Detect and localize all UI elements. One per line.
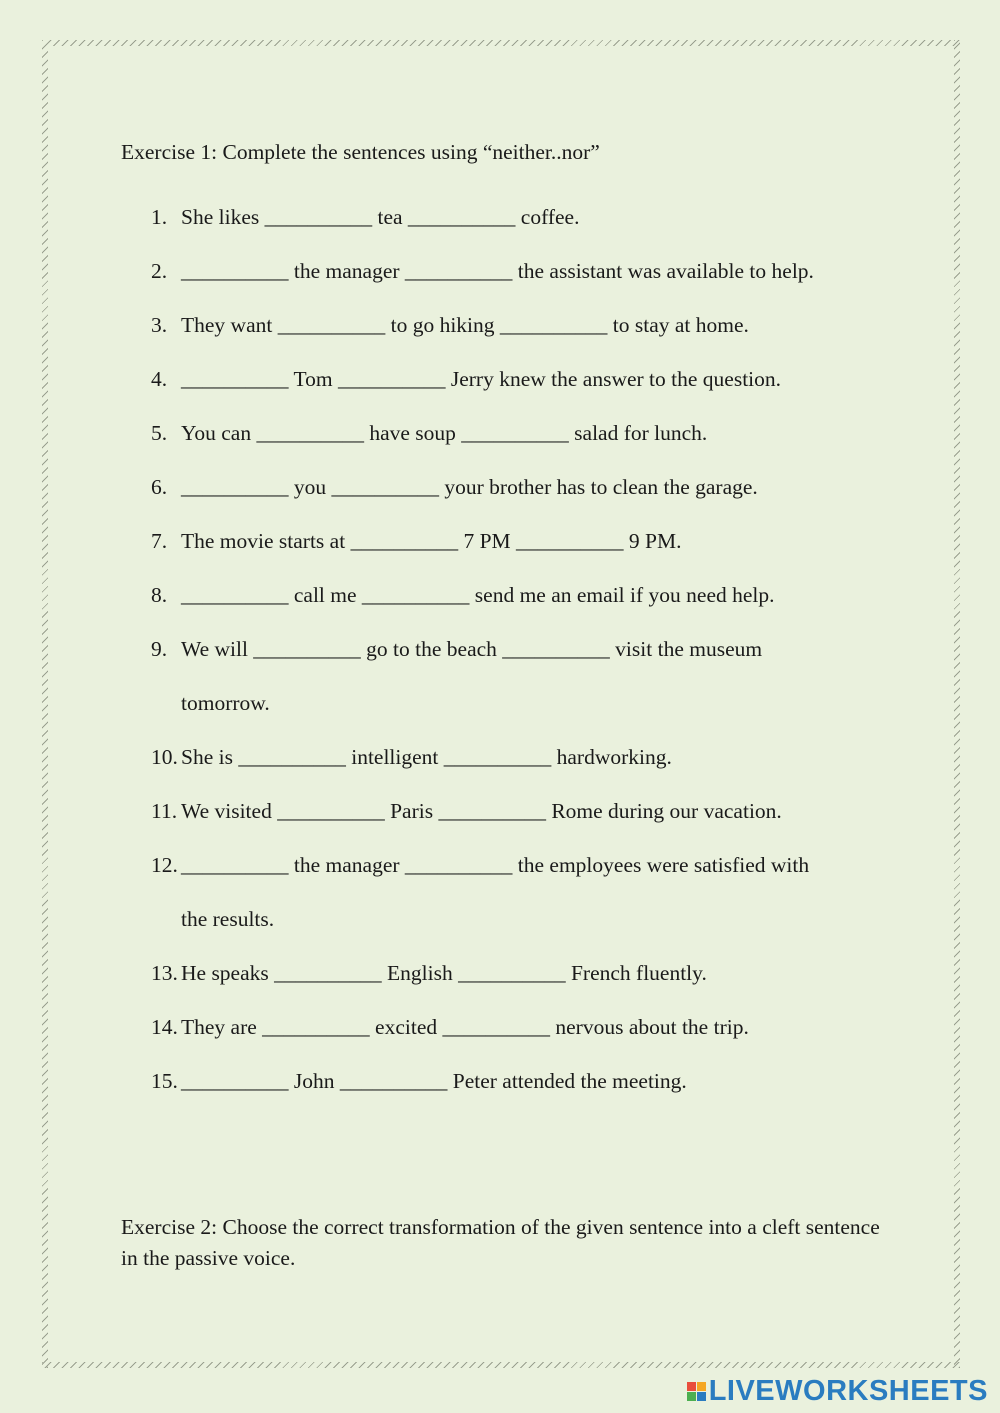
item-number: 3. [151,313,168,337]
item-number: 15. [151,1069,178,1093]
border-bottom [42,1362,960,1368]
item-sentence: You can __________ have soup __________ salad for lunch. [181,421,708,445]
list-item [151,460,911,514]
logo-block [687,1392,696,1401]
list-item [151,838,911,946]
list-item [151,406,911,460]
border-right [954,40,960,1368]
item-sentence: They are __________ excited __________ nervous about the trip. [181,1015,749,1039]
logo-block [697,1392,706,1401]
list-item [151,730,911,784]
item-sentence: She likes __________ tea __________ coffee. [181,205,580,229]
item-sentence-continuation: the results. [181,907,275,931]
exercise-2-heading: Exercise 2: Choose the correct transformation of the given sentence into a cleft sentence in the passive voice. [121,1215,880,1270]
item-number: 11. [151,799,178,823]
list-item [151,244,911,298]
item-number: 8. [151,583,168,607]
border-top [42,40,960,46]
item-number: 7. [151,529,168,553]
list-item [151,352,911,406]
list-item [151,568,911,622]
list-item [151,784,911,838]
item-sentence: He speaks __________ English __________ French fluently. [181,961,707,985]
logo-block [687,1382,696,1391]
item-sentence: The movie starts at __________ 7 PM __________ 9 PM. [181,529,682,553]
item-sentence: We will __________ go to the beach __________ visit the museum [181,637,763,661]
exercise-1-list [151,190,911,1108]
item-sentence: __________ call me __________ send me an email if you need help. [181,583,775,607]
item-number: 10. [151,745,178,769]
list-item [151,190,911,244]
exercise-1-heading: Exercise 1: Complete the sentences using “neither..nor” [121,140,600,164]
item-sentence: __________ the manager __________ the assistant was available to help. [181,259,814,283]
item-sentence: We visited __________ Paris __________ Rome during our vacation. [181,799,782,823]
item-number: 6. [151,475,168,499]
list-item [151,514,911,568]
list-item [151,946,911,1000]
logo-text: LIVEWORKSHEETS [708,1374,988,1407]
list-item [151,298,911,352]
list-item [151,1054,911,1108]
item-sentence: __________ Tom __________ Jerry knew the answer to the question. [181,367,782,391]
item-sentence-continuation: tomorrow. [181,691,270,715]
border-left [42,40,48,1368]
item-sentence: __________ you __________ your brother has to clean the garage. [181,475,758,499]
list-item [151,622,911,730]
logo-blocks-icon [687,1382,706,1401]
item-sentence: __________ the manager __________ the employees were satisfied with [181,853,810,877]
item-sentence: She is __________ intelligent __________ hardworking. [181,745,672,769]
list-item [151,1000,911,1054]
item-number: 2. [151,259,168,283]
item-number: 14. [151,1015,178,1039]
logo-block [697,1382,706,1391]
item-sentence: They want __________ to go hiking __________ to stay at home. [181,313,749,337]
item-sentence: __________ John __________ Peter attended the meeting. [181,1069,687,1093]
liveworksheets-logo [687,1373,988,1409]
item-number: 13. [151,961,178,985]
item-number: 1. [151,205,168,229]
item-number: 12. [151,853,178,877]
item-number: 9. [151,637,168,661]
item-number: 5. [151,421,168,445]
item-number: 4. [151,367,168,391]
